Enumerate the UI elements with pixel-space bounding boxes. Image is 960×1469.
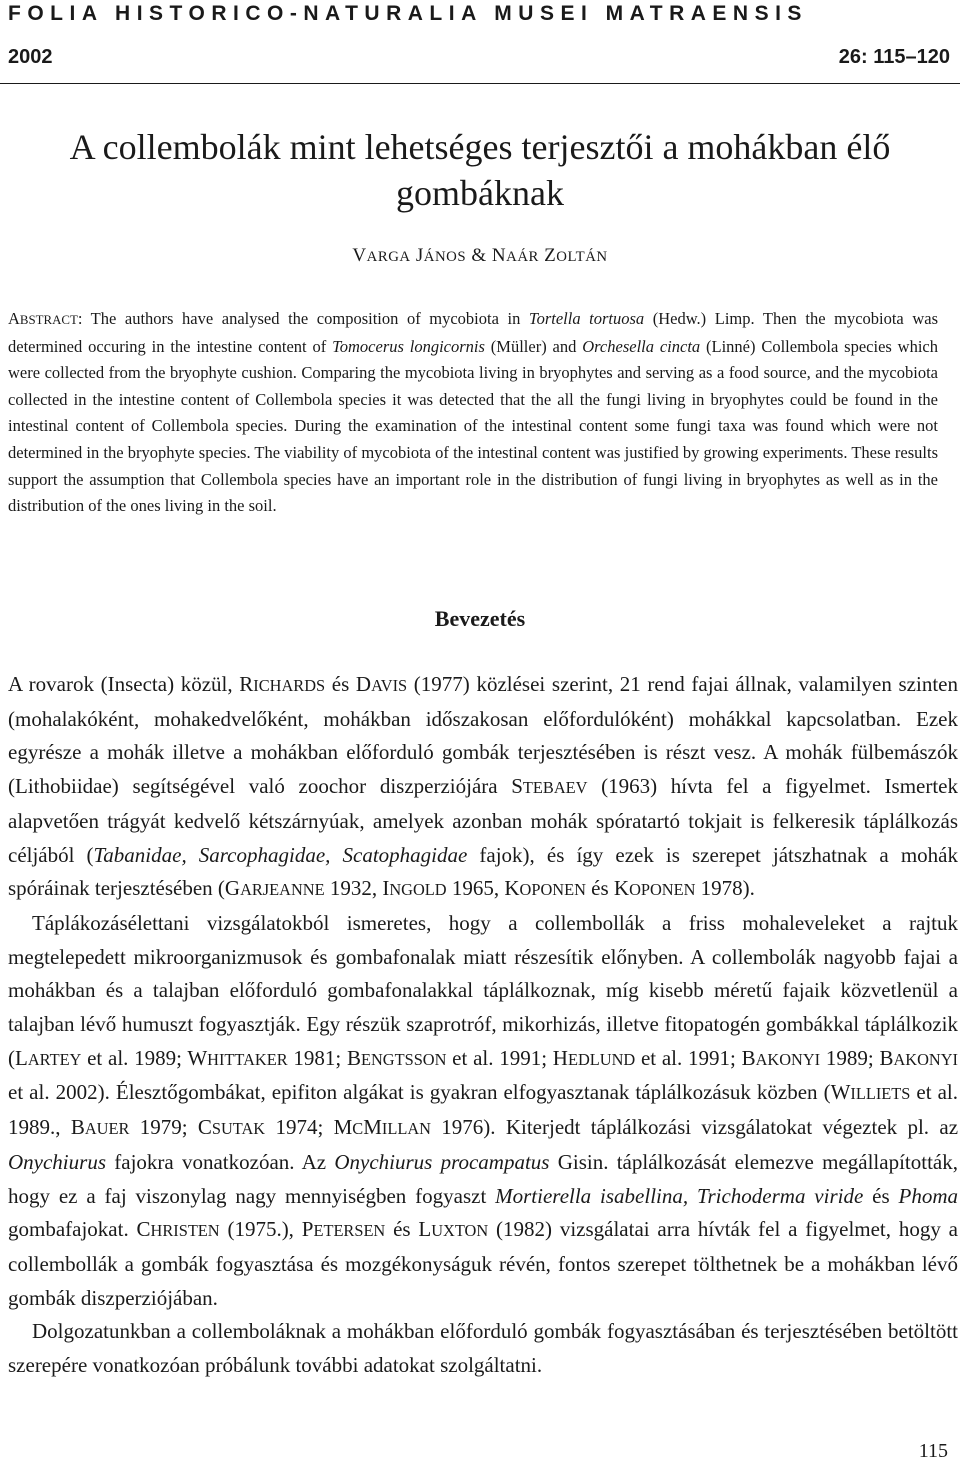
author-2-rest: AÁR <box>506 249 539 265</box>
text-run: Gisin. táplálkozását elemezve megállapították, hogy ez a faj viszonylag nagy mennyiségben fogyaszt <box>8 1149 958 1208</box>
species-name: Tortella tortuosa <box>528 309 645 328</box>
author-ref: OPONEN <box>519 880 586 900</box>
author-ref: EDLUND <box>567 1049 636 1069</box>
author-ref: C <box>136 1217 151 1242</box>
author-ref: AKONYI <box>893 1049 958 1069</box>
text-run: 1979; <box>129 1115 198 1140</box>
text-run: gombafajokat. <box>8 1217 137 1242</box>
author-ref: M <box>333 1115 353 1140</box>
author-ref: K <box>613 876 630 901</box>
author-ref: AVIS <box>371 676 408 695</box>
author-ref: SUTAK <box>211 1119 266 1139</box>
volume-pages: 26: 115–120 <box>838 46 950 68</box>
text-run: et al. 1989; <box>81 1045 188 1070</box>
text-run: és <box>863 1183 899 1208</box>
author-ref: R <box>239 672 254 696</box>
journal-name: FOLIA HISTORICO-NATURALIA MUSEI MATRAENSIS <box>8 2 808 25</box>
text-run: és <box>325 672 356 696</box>
author-ref: G <box>224 876 241 901</box>
taxon-name: Phoma <box>898 1183 958 1208</box>
author-ref: AUER <box>84 1119 130 1139</box>
author-ref: ILLAN <box>381 1119 431 1139</box>
author-1-first-rest: ÁNOS <box>423 249 467 265</box>
text-run: (1982) vizsgálatai arra hívták fel a figyelmet, hogy a collembollák a gombák fogyasztása és mozgékonyságuk révén, fontos szerepet tölthetnek be a mohákban lévő gombák diszperziójában. <box>8 1217 958 1310</box>
author-ref: AKONYI <box>755 1049 821 1069</box>
body-text <box>8 668 958 1383</box>
author-ref: S <box>511 774 523 799</box>
author-ref: OPONEN <box>629 880 696 900</box>
author-separator: & <box>471 245 487 266</box>
text-run: fajok), és így ezek is szerepet játszhatnak a mohák spóráinak terjesztésében ( <box>8 842 958 901</box>
section-heading: Bevezetés <box>434 606 526 631</box>
abstract <box>8 306 938 520</box>
species-name: Orchesella cincta <box>582 336 701 356</box>
paragraph-3: Dolgozatunkban a collemboláknak a mohákban előforduló gombák fogyasztásában és terjesztésében betöltött szerepére vonatkozóan próbálunk további adatokat szolgáltatni. <box>8 1319 958 1378</box>
taxon-name: Mortierella isabellina, Trichoderma viride <box>495 1183 864 1208</box>
text-run: (1963) hívta fel a figyelmet. Ismertek alapvetően trágyát kedvelő kétszárnyúak, amelyek azonban mohák spóratartó tokjait is felkeresik táplálkozás céljából ( <box>8 774 958 867</box>
abstract-text: (Müller) and <box>484 336 583 356</box>
author-ref: L <box>15 1045 28 1070</box>
text-run: et al. 1991; <box>446 1045 553 1070</box>
author-ref: C <box>352 1119 364 1139</box>
author-ref: ARJEANNE <box>240 880 325 900</box>
author-ref: D <box>355 672 372 696</box>
text-run: 1965, <box>446 876 505 901</box>
text-run: (1977) közlései szerint, 21 rend fajai állnak, valamilyen szinten (mohalakóként, mohakedvelőként, mohákban időszakosan előfordulóként) mohákkal kapcsolatban. Ezek egyrésze a mohák illetve a mohákban előforduló gombák terjesztésében is részt vesz. A mohák fülbemászók (Lithobiidae) segítségével való zoochor diszperziójára <box>8 672 958 799</box>
text-run: 1974; <box>265 1115 334 1140</box>
text-run: (1975.), <box>219 1217 302 1242</box>
species-name: Tomocerus longicornis <box>332 336 485 356</box>
paragraph-2 <box>8 907 958 1315</box>
author-ref: B <box>741 1045 756 1070</box>
taxon-name: Onychiurus procampatus <box>334 1149 550 1174</box>
article-title: A collembolák mint lehetséges terjesztői a mohákban élő gombáknak <box>69 127 891 213</box>
author-ref: ICHARDS <box>253 676 326 695</box>
text-run: fajokra vonatkozóan. Az <box>106 1149 335 1174</box>
abstract-text: : The authors have analysed the composition of mycobiota in <box>77 309 529 328</box>
text-run: et al. 2002). Élesztőgombákat, epifiton algákat is gyakran elfogyasztanak táplálkozásuk közben ( <box>8 1080 831 1105</box>
author-ref: C <box>197 1115 212 1140</box>
paragraph-1 <box>8 668 958 907</box>
text-run: 1976). Kiterjedt táplálkozási vizsgálatokat végeztek pl. az <box>430 1115 959 1140</box>
abstract-text: (Linné) Collembola species which were collected from the bryophyte cushion. Comparing the mycobiota living in bryophytes and serving as a food source, and the mycobiota collected in the intestine content of Collembola species it was detected that the all the fungi living in bryophytes could be found in the intestinal content of Collembola species. During the examination of the intestinal content some fungi taxa was found which were not determined in the bryophyte species. The viability of mycobiota of the intestinal content was justified by growing experiments. These results support the assumption that Collembola species have an important role in the distribution of fungi living in bryophytes as well as in the distribution of the ones living in the soil. <box>8 336 938 516</box>
author-ref: ETERSEN <box>313 1221 386 1241</box>
text-run: et al. 1989., <box>8 1080 958 1140</box>
author-ref: HITTAKER <box>207 1049 288 1069</box>
text-run: A rovarok (Insecta) közül, <box>8 672 240 696</box>
text-run: et al. 1991; <box>635 1045 742 1070</box>
author-ref: M <box>363 1115 382 1140</box>
author-2-first-rest: OLTÁN <box>556 249 608 265</box>
author-1-first-initial: J <box>415 245 424 266</box>
author-ref: I <box>382 876 390 901</box>
author-ref: W <box>830 1080 851 1105</box>
publication-year: 2002 <box>8 46 53 68</box>
taxon-name: Tabanidae, Sarcophagidae, Scatophagidae <box>93 842 468 867</box>
text-run: Táplákozásélettani vizsgálatokból ismeretes, hogy a collembollák a friss mohaleveleket a rajtuk megtelepedett mikroorganizmusok és gombafonalak miatt részesítik előnyben. A collembolák nagyobb fajai a mohákban és a talajban előforduló gombafonalakkal táplálkoznak, míg kisebb méretű fajaik közvetlenül a talajban lévő humuszt fogyasztják. Egy részük szaprotróf, mikorhizás, illetve fitopatogén gombákkal táplálkozik ( <box>8 910 958 1070</box>
text-run: 1989; <box>820 1045 880 1070</box>
author-ref: NGOLD <box>389 880 447 900</box>
author-ref: ARTEY <box>27 1049 82 1069</box>
author-ref: W <box>187 1045 208 1070</box>
abstract-label-initial: A <box>8 309 20 328</box>
abstract-label-rest: BSTRACT <box>19 313 78 327</box>
author-ref: ILLIETS <box>850 1084 911 1104</box>
author-ref: ENGTSSON <box>360 1049 447 1069</box>
author-2-first-initial: Z <box>544 245 557 266</box>
author-ref: P <box>301 1217 314 1242</box>
text-run: 1932, <box>324 876 383 901</box>
page-number: 115 <box>918 1440 948 1462</box>
author-1-rest: ARGA <box>366 249 411 265</box>
author-ref: HRISTEN <box>150 1221 220 1241</box>
text-run: és <box>585 876 614 901</box>
author-ref: B <box>70 1115 85 1140</box>
author-ref: H <box>552 1045 568 1070</box>
text-run: 1981; <box>287 1045 347 1070</box>
text-run: és <box>385 1217 419 1242</box>
author-2-initial: N <box>491 245 507 266</box>
author-ref: L <box>418 1217 432 1242</box>
author-ref: UXTON <box>431 1221 489 1241</box>
abstract-paragraph <box>8 306 938 520</box>
author-ref: K <box>504 876 520 901</box>
author-1-initial: V <box>352 245 367 266</box>
author-ref: B <box>346 1045 361 1070</box>
text-run: 1978). <box>695 876 755 901</box>
taxon-name: Onychiurus <box>8 1149 106 1174</box>
author-ref: B <box>879 1045 894 1070</box>
author-ref: TEBAEV <box>522 778 588 798</box>
header-rule <box>0 83 960 84</box>
author-line <box>0 245 960 267</box>
abstract-text: (Hedw.) Limp. Then the mycobiota was determined occuring in the intestine content of <box>8 309 938 356</box>
